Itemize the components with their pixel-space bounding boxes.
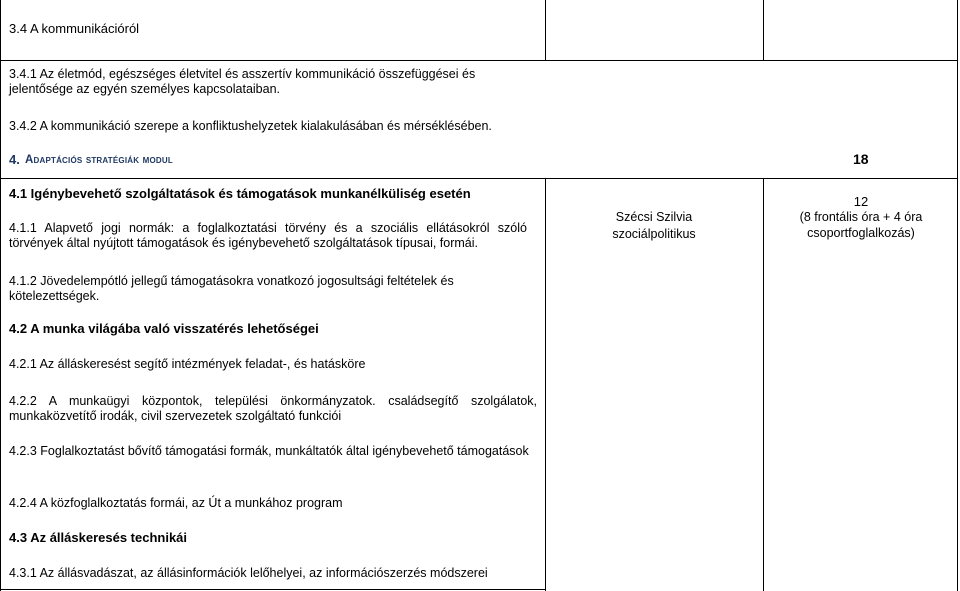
item-4-1-2: 4.1.2 Jövedelempótló jellegű támogatásokra vonatkozó jogosultsági feltételek és kötelezettségek. [9, 274, 454, 303]
module-number: 4. [9, 152, 20, 167]
table-left-border [0, 0, 1, 591]
table-bottom-border [0, 589, 546, 590]
item-4-2-2: 4.2.2 A munkaügyi központok, települési önkormányzatok. családsegítő szolgálatok, munkaközvetítő irodák, civil szervezetek szolgáltató funkciói [9, 394, 537, 423]
row-divider-heading [0, 60, 958, 61]
column-divider-2 [763, 0, 764, 60]
heading-4-2: 4.2 A munka világába való visszatérés lehetőségei [9, 321, 319, 336]
row-divider-module [0, 178, 958, 179]
item-4-1-1: 4.1.1 Alapvető jogi normák: a foglalkoztatási törvény és a szociális ellátásokról szóló törvények által nyújtott támogatások és igénybevehető szolgáltatások típusai, formái. [9, 221, 527, 250]
hours-detail-2: csoportfoglalkozás) [807, 226, 915, 240]
heading-4-1: 4.1 Igénybevehető szolgáltatások és támogatások munkanélküliség esetén [9, 186, 471, 201]
item-4-3-1: 4.3.1 Az állásvadászat, az állásinformációk lelőhelyei, az információszerzés módszerei [9, 566, 488, 580]
teacher-role: szociálpolitikus [612, 227, 696, 241]
teacher-name: Szécsi Szilvia [615, 210, 693, 224]
hours-cell [765, 194, 957, 241]
column-divider-4 [763, 178, 764, 591]
module-title: Adaptációs stratégiák modul [25, 154, 173, 166]
module-hours: 18 [853, 151, 869, 167]
item-3-4-1: 3.4.1 Az életmód, egészséges életvitel és asszertív kommunikáció összefüggései és jelentősége az egyén személyes kapcsolataiban. [9, 67, 476, 96]
item-4-2-4: 4.2.4 A közfoglalkoztatás formái, az Út a munkához program [9, 496, 343, 510]
column-divider-3 [545, 178, 546, 591]
item-3-4-2: 3.4.2 A kommunikáció szerepe a konfliktushelyzetek kialakulásában és mérséklésében. [9, 119, 492, 133]
heading-4-3: 4.3 Az álláskeresés technikái [9, 530, 188, 545]
hours-total: 12 [853, 194, 869, 209]
table-right-border [957, 0, 958, 591]
column-divider-1 [545, 0, 546, 60]
item-4-2-1: 4.2.1 Az álláskeresést segítő intézmények feladat-, és hatásköre [9, 357, 366, 371]
teacher-cell [547, 210, 761, 242]
item-4-2-3: 4.2.3 Foglalkoztatást bővítő támogatási formák, munkáltatók által igénybevehető támogatások [9, 444, 529, 458]
heading-3-4: 3.4 A kommunikációról [9, 21, 140, 36]
hours-detail-1: (8 frontális óra + 4 óra [799, 210, 923, 224]
